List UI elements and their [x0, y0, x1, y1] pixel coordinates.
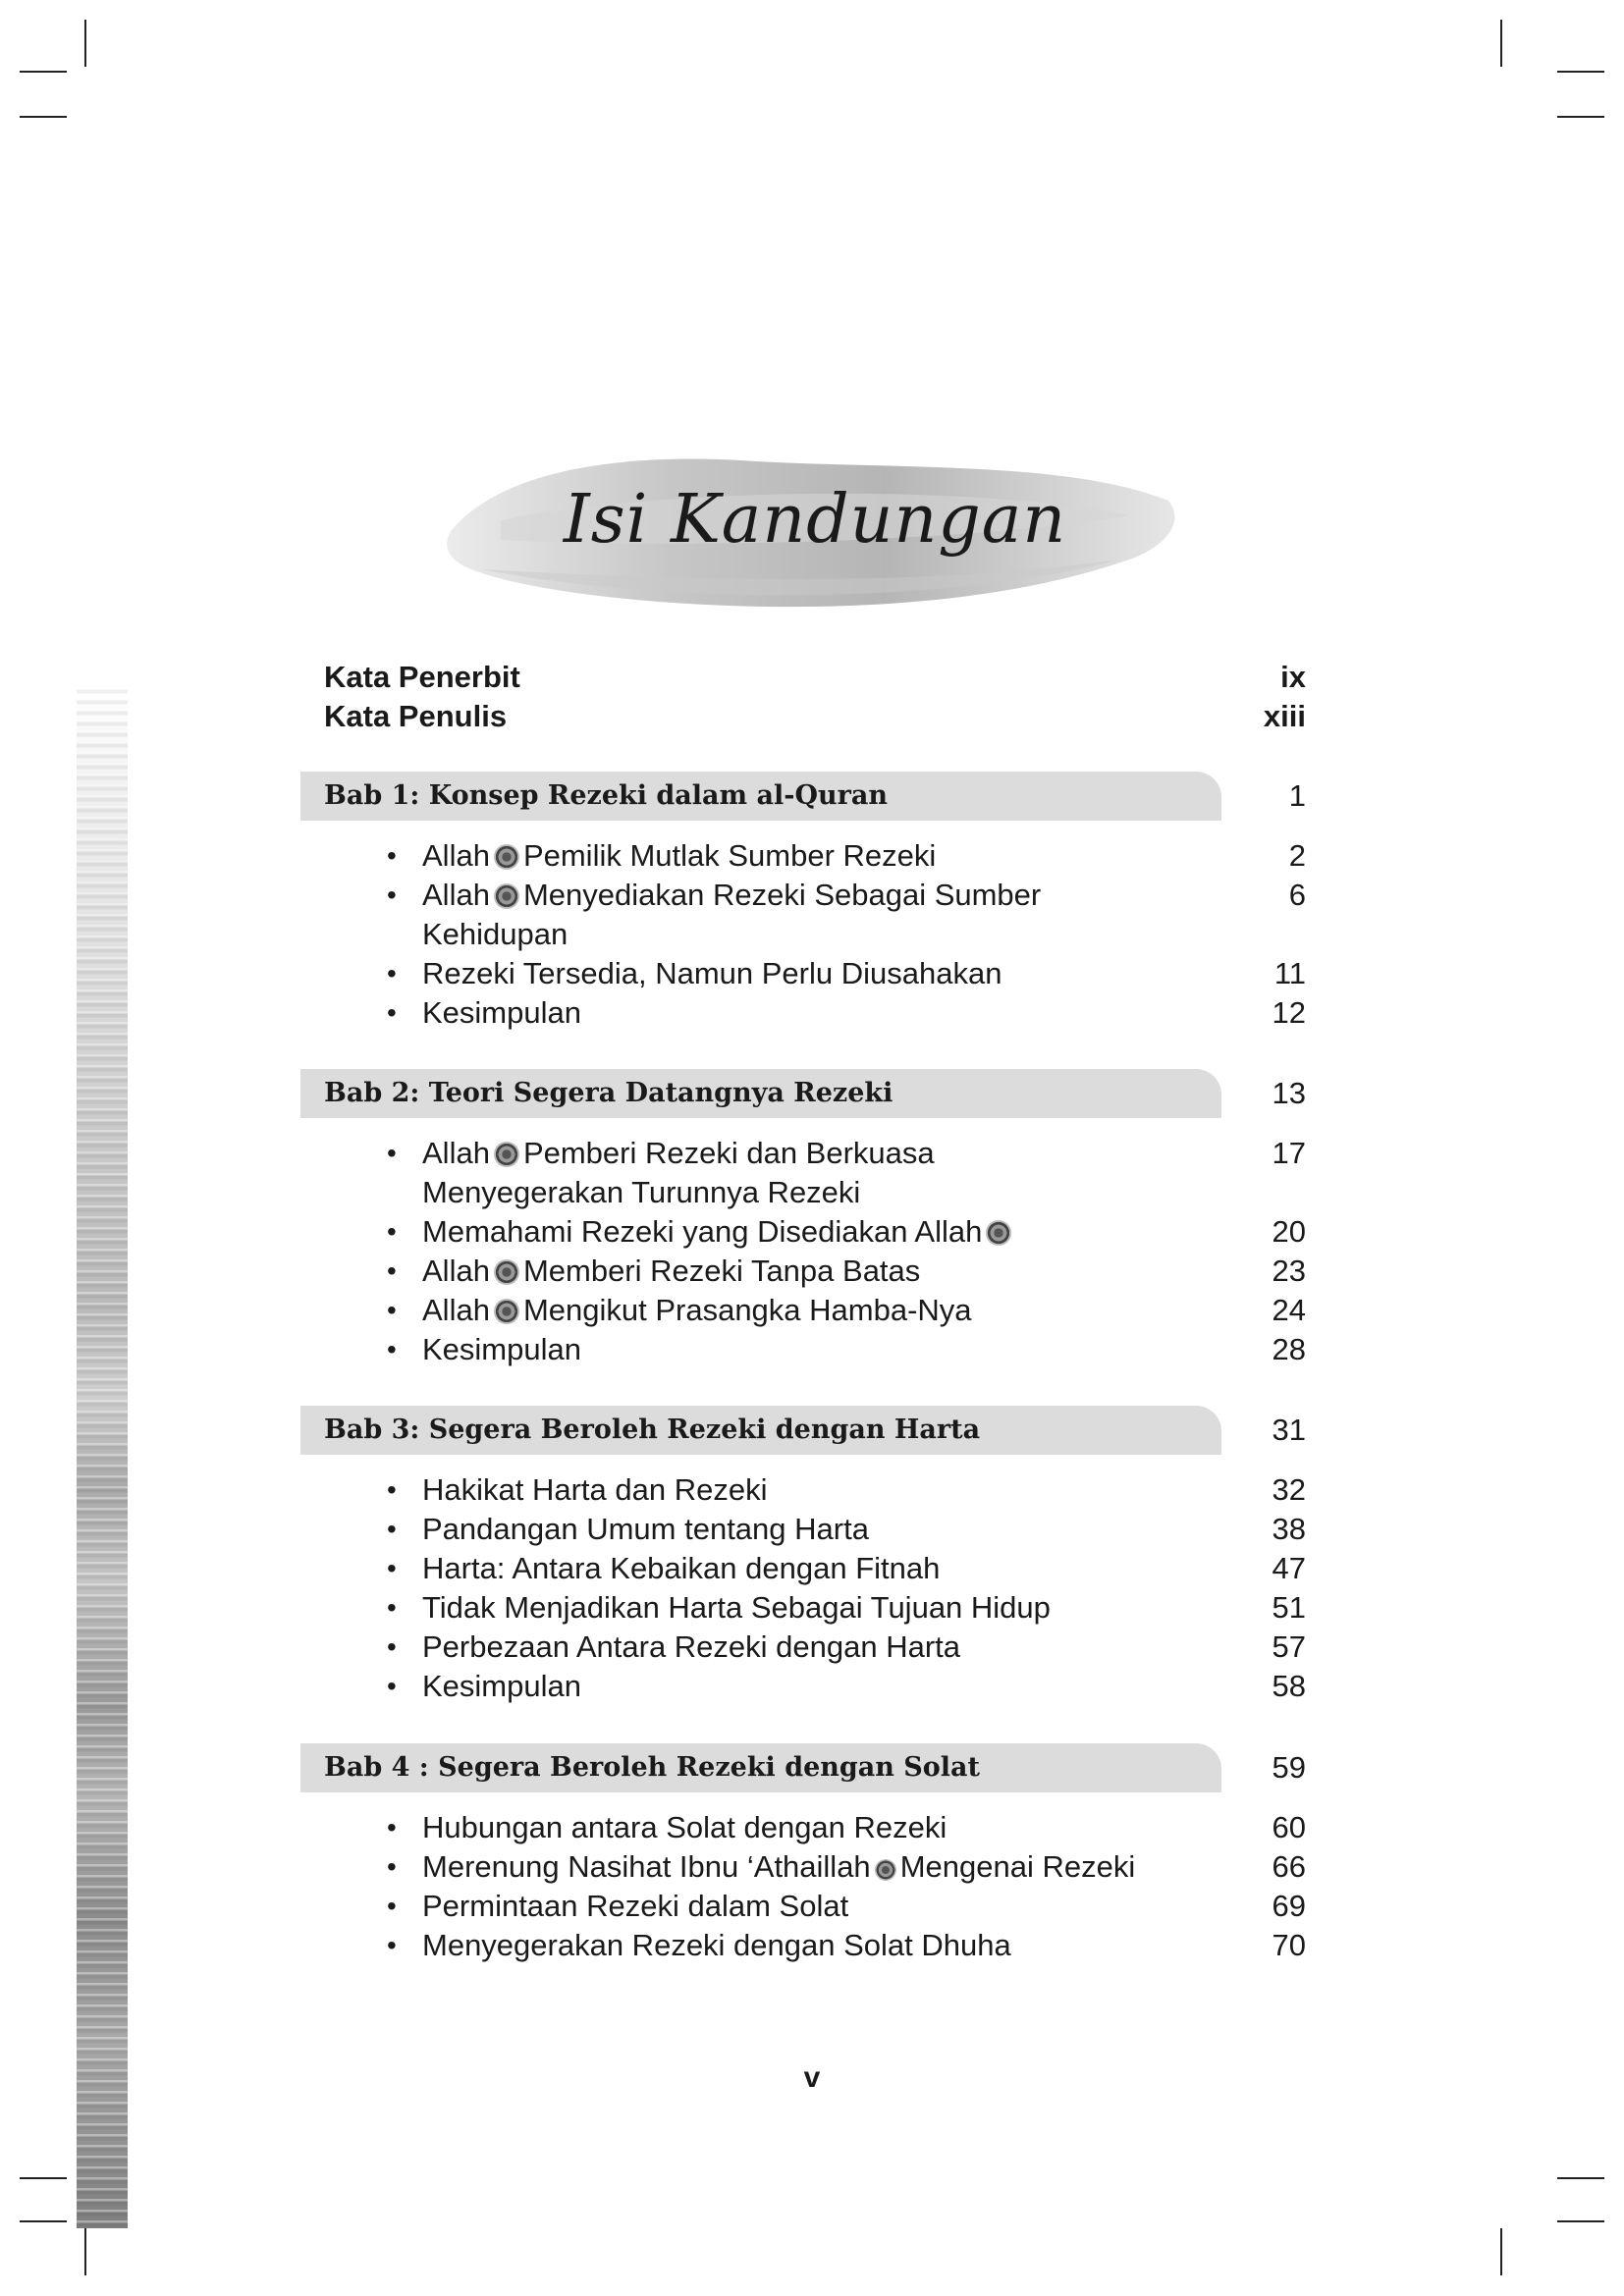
toc-item-text: Allah — [422, 1136, 490, 1170]
toc-page-number: 6 — [1288, 878, 1306, 912]
toc-chapter-2 — [324, 1069, 1306, 1118]
page-title: Isi Kandungan — [563, 481, 1067, 559]
toc-page-number: 31 — [1272, 1413, 1306, 1447]
crop-mark — [1557, 116, 1604, 118]
toc-item — [387, 1887, 1306, 1926]
bullet-icon: • — [387, 1514, 397, 1544]
toc-page-number: xiii — [1263, 699, 1306, 733]
toc-page-number: 20 — [1272, 1214, 1306, 1249]
toc-item-text: Allah — [422, 1254, 490, 1288]
toc-item — [387, 1252, 1306, 1291]
chapter-label: Bab 4 : Segera Beroleh Rezeki dengan Solat — [324, 1752, 981, 1783]
bullet-icon: • — [387, 1930, 397, 1960]
page-number: v — [803, 2061, 821, 2094]
bullet-icon: • — [387, 1295, 397, 1325]
toc-item — [387, 1628, 1306, 1667]
toc-chapter-3 — [324, 1406, 1306, 1455]
toc-page-number: 28 — [1272, 1332, 1306, 1366]
toc-item-text: Memahami Rezeki yang Disediakan Allah — [422, 1214, 983, 1249]
crop-mark — [20, 116, 67, 118]
honorific-glyph-icon — [494, 844, 519, 870]
toc-item-text: Menyegerakan Turunnya Rezeki — [422, 1175, 861, 1209]
toc-page-number: 13 — [1272, 1076, 1306, 1110]
toc-item-text: Pemilik Mutlak Sumber Rezeki — [522, 838, 937, 873]
bullet-icon: • — [387, 1255, 397, 1286]
honorific-glyph-icon — [494, 883, 519, 909]
toc-page-number: 58 — [1272, 1669, 1306, 1703]
bullet-icon: • — [387, 958, 397, 988]
toc-chapter-4 — [324, 1743, 1306, 1792]
chapter-label: Bab 3: Segera Beroleh Rezeki dengan Harta — [324, 1415, 981, 1445]
toc-item-text: Allah — [422, 878, 490, 912]
crop-mark — [1500, 20, 1502, 67]
toc-item — [387, 836, 1306, 876]
toc-item-text: Pandangan Umum tentang Harta — [422, 1512, 869, 1546]
toc-item-continuation — [422, 1173, 1306, 1212]
toc-chapter-1 — [324, 772, 1306, 821]
toc-page-number: 2 — [1288, 838, 1306, 873]
toc-page-number: 47 — [1272, 1551, 1306, 1585]
crop-mark — [1557, 2220, 1604, 2222]
toc-item — [387, 876, 1306, 915]
toc-item-text: Mengikut Prasangka Hamba-Nya — [522, 1293, 972, 1327]
toc-item-text: Tidak Menjadikan Harta Sebagai Tujuan Hidup — [422, 1590, 1051, 1625]
honorific-glyph-icon — [494, 1299, 519, 1324]
toc-item-text: Rezeki Tersedia, Namun Perlu Diusahakan — [422, 956, 1002, 990]
toc-item-text: Mengenai Rezeki — [899, 1849, 1136, 1884]
title-banner — [442, 432, 1188, 628]
toc-item — [387, 1212, 1306, 1252]
toc-item — [387, 1291, 1306, 1330]
toc-item — [387, 1808, 1306, 1847]
bullet-icon: • — [387, 1671, 397, 1701]
toc-front-matter-row — [324, 658, 1306, 697]
toc-item-text: Menyediakan Rezeki Sebagai Sumber — [522, 878, 1042, 912]
toc-item — [387, 1510, 1306, 1549]
bullet-icon: • — [387, 1631, 397, 1662]
crop-mark — [84, 2228, 86, 2275]
toc-item-text: Kesimpulan — [422, 1669, 581, 1703]
toc-item-text: Perbezaan Antara Rezeki dengan Harta — [422, 1629, 961, 1664]
toc-item-text: Allah — [422, 838, 490, 873]
toc-item — [387, 1470, 1306, 1510]
toc-item-continuation — [422, 915, 1306, 954]
toc-item-text: Kehidupan — [422, 917, 568, 951]
toc-page-number: 57 — [1272, 1629, 1306, 1664]
toc-item — [387, 1847, 1306, 1887]
crop-mark — [20, 71, 67, 73]
honorific-glyph-icon — [875, 1859, 896, 1881]
toc-page-number: 60 — [1272, 1810, 1306, 1844]
crop-mark — [84, 20, 86, 67]
toc-item — [387, 954, 1306, 993]
bullet-icon: • — [387, 1812, 397, 1842]
crop-mark — [1500, 2228, 1502, 2275]
toc-item-text: Permintaan Rezeki dalam Solat — [422, 1889, 849, 1923]
bullet-icon: • — [387, 997, 397, 1028]
bullet-icon: • — [387, 1216, 397, 1247]
toc-item-text: Memberi Rezeki Tanpa Batas — [522, 1254, 921, 1288]
toc-item — [387, 1588, 1306, 1628]
toc-page-number: 59 — [1272, 1750, 1306, 1785]
honorific-glyph-icon — [986, 1220, 1011, 1246]
toc-entry-label: Kata Penulis — [324, 699, 508, 733]
toc-front-matter-row — [324, 697, 1306, 736]
bullet-icon: • — [387, 880, 397, 910]
bullet-icon: • — [387, 1334, 397, 1364]
chapter-label: Bab 2: Teori Segera Datangnya Rezeki — [324, 1078, 893, 1108]
toc-item-text: Harta: Antara Kebaikan dengan Fitnah — [422, 1551, 941, 1585]
crop-mark — [20, 2220, 67, 2222]
toc-item — [387, 1667, 1306, 1706]
toc-page-number: 1 — [1288, 778, 1306, 813]
toc-item — [387, 1926, 1306, 1965]
toc-page-number: 23 — [1272, 1254, 1306, 1288]
toc-item-text: Hakikat Harta dan Rezeki — [422, 1472, 768, 1507]
toc-page-number: 70 — [1272, 1928, 1306, 1962]
toc-entry-label: Kata Penerbit — [324, 660, 520, 694]
toc-page-number: 51 — [1272, 1590, 1306, 1625]
chapter-label: Bab 1: Konsep Rezeki dalam al-Quran — [324, 780, 888, 811]
toc-item-text: Kesimpulan — [422, 1332, 581, 1366]
toc-page-number: 69 — [1272, 1889, 1306, 1923]
toc-item — [387, 993, 1306, 1033]
toc-item — [387, 1549, 1306, 1588]
toc-page-number: 66 — [1272, 1849, 1306, 1884]
toc-item-text: Kesimpulan — [422, 995, 581, 1030]
toc-page-number: 24 — [1272, 1293, 1306, 1327]
toc-item-text: Menyegerakan Rezeki dengan Solat Dhuha — [422, 1928, 1011, 1962]
bullet-icon: • — [387, 1851, 397, 1882]
toc-page-number: 11 — [1273, 956, 1306, 990]
toc-item-text: Pemberi Rezeki dan Berkuasa — [522, 1136, 935, 1170]
toc-item — [387, 1330, 1306, 1369]
crop-mark — [1557, 2177, 1604, 2179]
toc-page-number: ix — [1280, 660, 1306, 694]
toc-page-number: 12 — [1272, 995, 1306, 1030]
honorific-glyph-icon — [494, 1142, 519, 1167]
bullet-icon: • — [387, 840, 397, 871]
toc-page-number: 32 — [1272, 1472, 1306, 1507]
honorific-glyph-icon — [494, 1259, 519, 1285]
toc-page-number: 17 — [1272, 1136, 1306, 1170]
toc-item-text: Allah — [422, 1293, 490, 1327]
toc-page-number: 38 — [1272, 1512, 1306, 1546]
decorative-sea-strip — [77, 687, 128, 2228]
bullet-icon: • — [387, 1138, 397, 1168]
toc-item — [387, 1134, 1306, 1173]
crop-mark — [1557, 71, 1604, 73]
bullet-icon: • — [387, 1553, 397, 1583]
crop-mark — [20, 2177, 67, 2179]
toc-item-text: Merenung Nasihat Ibnu ‘Athaillah — [422, 1849, 871, 1884]
bullet-icon: • — [387, 1891, 397, 1921]
bullet-icon: • — [387, 1474, 397, 1505]
toc-item-text: Hubungan antara Solat dengan Rezeki — [422, 1810, 947, 1844]
bullet-icon: • — [387, 1592, 397, 1623]
